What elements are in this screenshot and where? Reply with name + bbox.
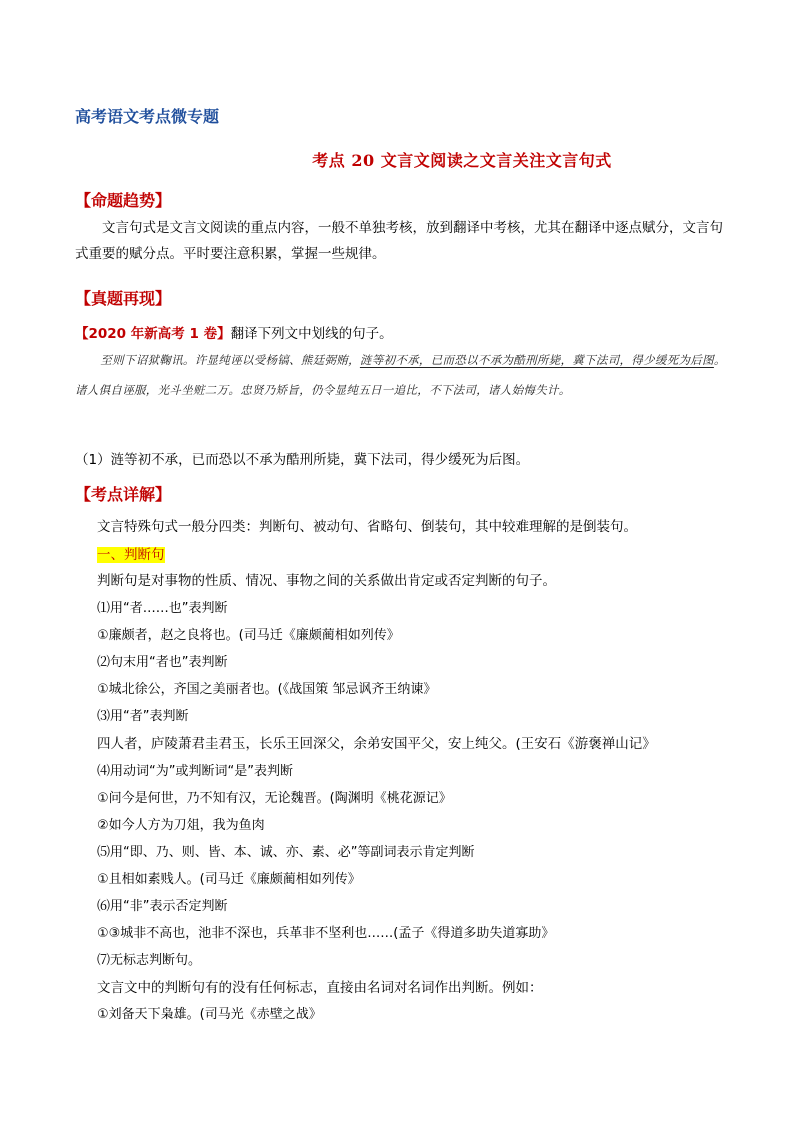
trend-paragraph: 文言句式是文言文阅读的重点内容，一般不单独考核，放到翻译中考核，尤其在翻译中逐点赋分，文言句式重要的赋分点。平时要注意积累，掌握一些规律。	[75, 220, 723, 262]
series-title: 高考语文考点微专题	[75, 107, 220, 126]
detail-item: 文言文中的判断句有的没有任何标志，直接由名词对名词作出判断。例如：	[97, 980, 543, 996]
section-heading-trend: 【命题趋势】	[75, 191, 172, 210]
detail-item: ①城北徐公，齐国之美丽者也。(《战国策 邹忌讽齐王纳谏》	[97, 682, 437, 697]
exam-passage	[75, 345, 735, 405]
detail-item: ⑴用“者……也”表判断	[97, 601, 228, 616]
detail-item: ⑵句末用“者也”表判断	[97, 655, 228, 670]
detail-item: ①③城非不高也，池非不深也，兵革非不坚利也……(孟子《得道多助失道寡助》	[97, 926, 555, 941]
detail-item: ⑸用“即、乃、则、皆、本、诚、亦、素、必”等副词表示肯定判断	[97, 845, 475, 860]
detail-item: ①刘备天下枭雄。(司马光《赤壁之战》	[97, 1007, 322, 1022]
passage-part-a: 至则下诏狱鞠讯。许显纯诬以受杨镐、熊廷弼贿，	[100, 353, 360, 367]
passage-part-b: 。诸人俱自诬服，光斗坐赃二万。忠贤乃矫旨，仍令显纯五日一追比，不下法司，诸人始悔失计。	[75, 353, 726, 397]
passage-underlined: 涟等初不承，已而恐以不承为酷刑所毙，冀下法司，得少缓死为后图	[359, 353, 714, 367]
detail-item: ⑺无标志判断句。	[97, 953, 202, 968]
heading-judgment-sentence	[97, 543, 165, 563]
detail-item: ⑶用“者”表判断	[97, 709, 189, 724]
detail-item: ①问今是何世，乃不知有汉，无论魏晋。(陶渊明《桃花源记》	[97, 791, 452, 806]
main-title-text: 考点 20 文言文阅读之文言关注文言句式	[312, 151, 612, 170]
judgment-definition: 判断句是对事物的性质、情况、事物之间的关系做出肯定或否定判断的句子。	[97, 573, 556, 589]
detail-item: ①廉颇者，赵之良将也。(司马迁《廉颇蔺相如列传》	[97, 628, 400, 643]
exam-instruction: 翻译下列文中划线的句子。	[230, 326, 393, 342]
section-heading-real: 【真题再现】	[75, 289, 172, 308]
exam-question: （1）涟等初不承，已而恐以不承为酷刑所毙，冀下法司，得少缓死为后图。	[75, 452, 530, 468]
exam-source-tag: 【2020 年新高考 1 卷】	[75, 326, 231, 342]
detail-item: ⑹用“非”表示否定判断	[97, 899, 228, 914]
detail-item: ②如今人方为刀俎，我为鱼肉	[97, 818, 265, 833]
detail-item: 四人者，庐陵萧君圭君玉，长乐王回深父，余弟安国平父，安上纯父。(王安石《游褒禅山记》	[97, 736, 656, 752]
detail-item: ①且相如素贱人。(司马迁《廉颇蔺相如列传》	[97, 872, 361, 887]
main-title	[0, 148, 794, 171]
heading-judgment-text: 一、判断句	[97, 547, 165, 563]
detail-intro: 文言特殊句式一般分四类：判断句、被动句、省略句、倒装句，其中较难理解的是倒装句。	[97, 519, 637, 535]
detail-item: ⑷用动词“为”或判断词“是”表判断	[97, 764, 293, 779]
section-heading-detail: 【考点详解】	[75, 485, 172, 504]
exam-instruction-line	[75, 322, 393, 342]
